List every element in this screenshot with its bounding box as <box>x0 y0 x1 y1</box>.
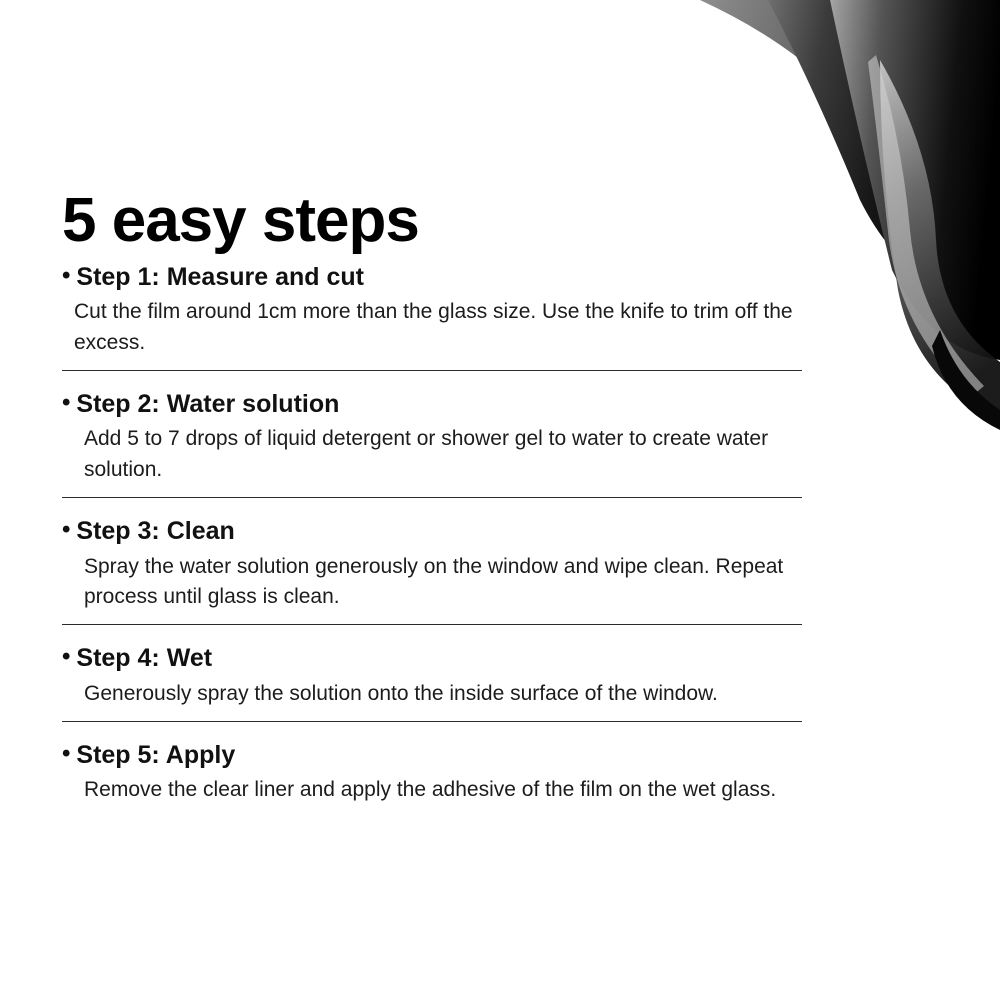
step-heading-label: Step 3: Clean <box>76 517 235 546</box>
step-heading <box>62 516 802 547</box>
bullet-icon: • <box>62 643 71 671</box>
bullet-icon: • <box>62 389 71 417</box>
list-item <box>62 516 802 625</box>
list-item <box>62 262 802 371</box>
step-body: Generously spray the solution onto the inside surface of the window. <box>84 681 718 705</box>
list-item <box>62 740 802 818</box>
page-title: 5 easy steps <box>62 185 419 255</box>
step-heading-label: Step 1: Measure and cut <box>76 263 364 291</box>
bullet-icon: • <box>62 262 71 289</box>
step-heading <box>62 740 802 771</box>
step-heading <box>62 389 802 420</box>
list-item <box>62 389 802 498</box>
step-heading <box>62 262 802 293</box>
steps-list <box>62 262 802 836</box>
step-body: Cut the film around 1cm more than the glass size. Use the knife to trim off the excess. <box>74 300 793 354</box>
step-body: Add 5 to 7 drops of liquid detergent or shower gel to water to create water solution. <box>84 427 769 481</box>
step-heading-label: Step 4: Wet <box>76 644 213 673</box>
step-body: Remove the clear liner and apply the adhesive of the film on the wet glass. <box>84 778 777 802</box>
step-body: Spray the water solution generously on the window and wipe clean. Repeat process until glass is clean. <box>84 554 784 608</box>
bullet-icon: • <box>62 740 71 768</box>
step-heading <box>62 643 802 674</box>
list-item <box>62 643 802 722</box>
bullet-icon: • <box>62 516 71 544</box>
step-heading-label: Step 2: Water solution <box>76 390 340 419</box>
step-heading-label: Step 5: Apply <box>76 741 236 770</box>
